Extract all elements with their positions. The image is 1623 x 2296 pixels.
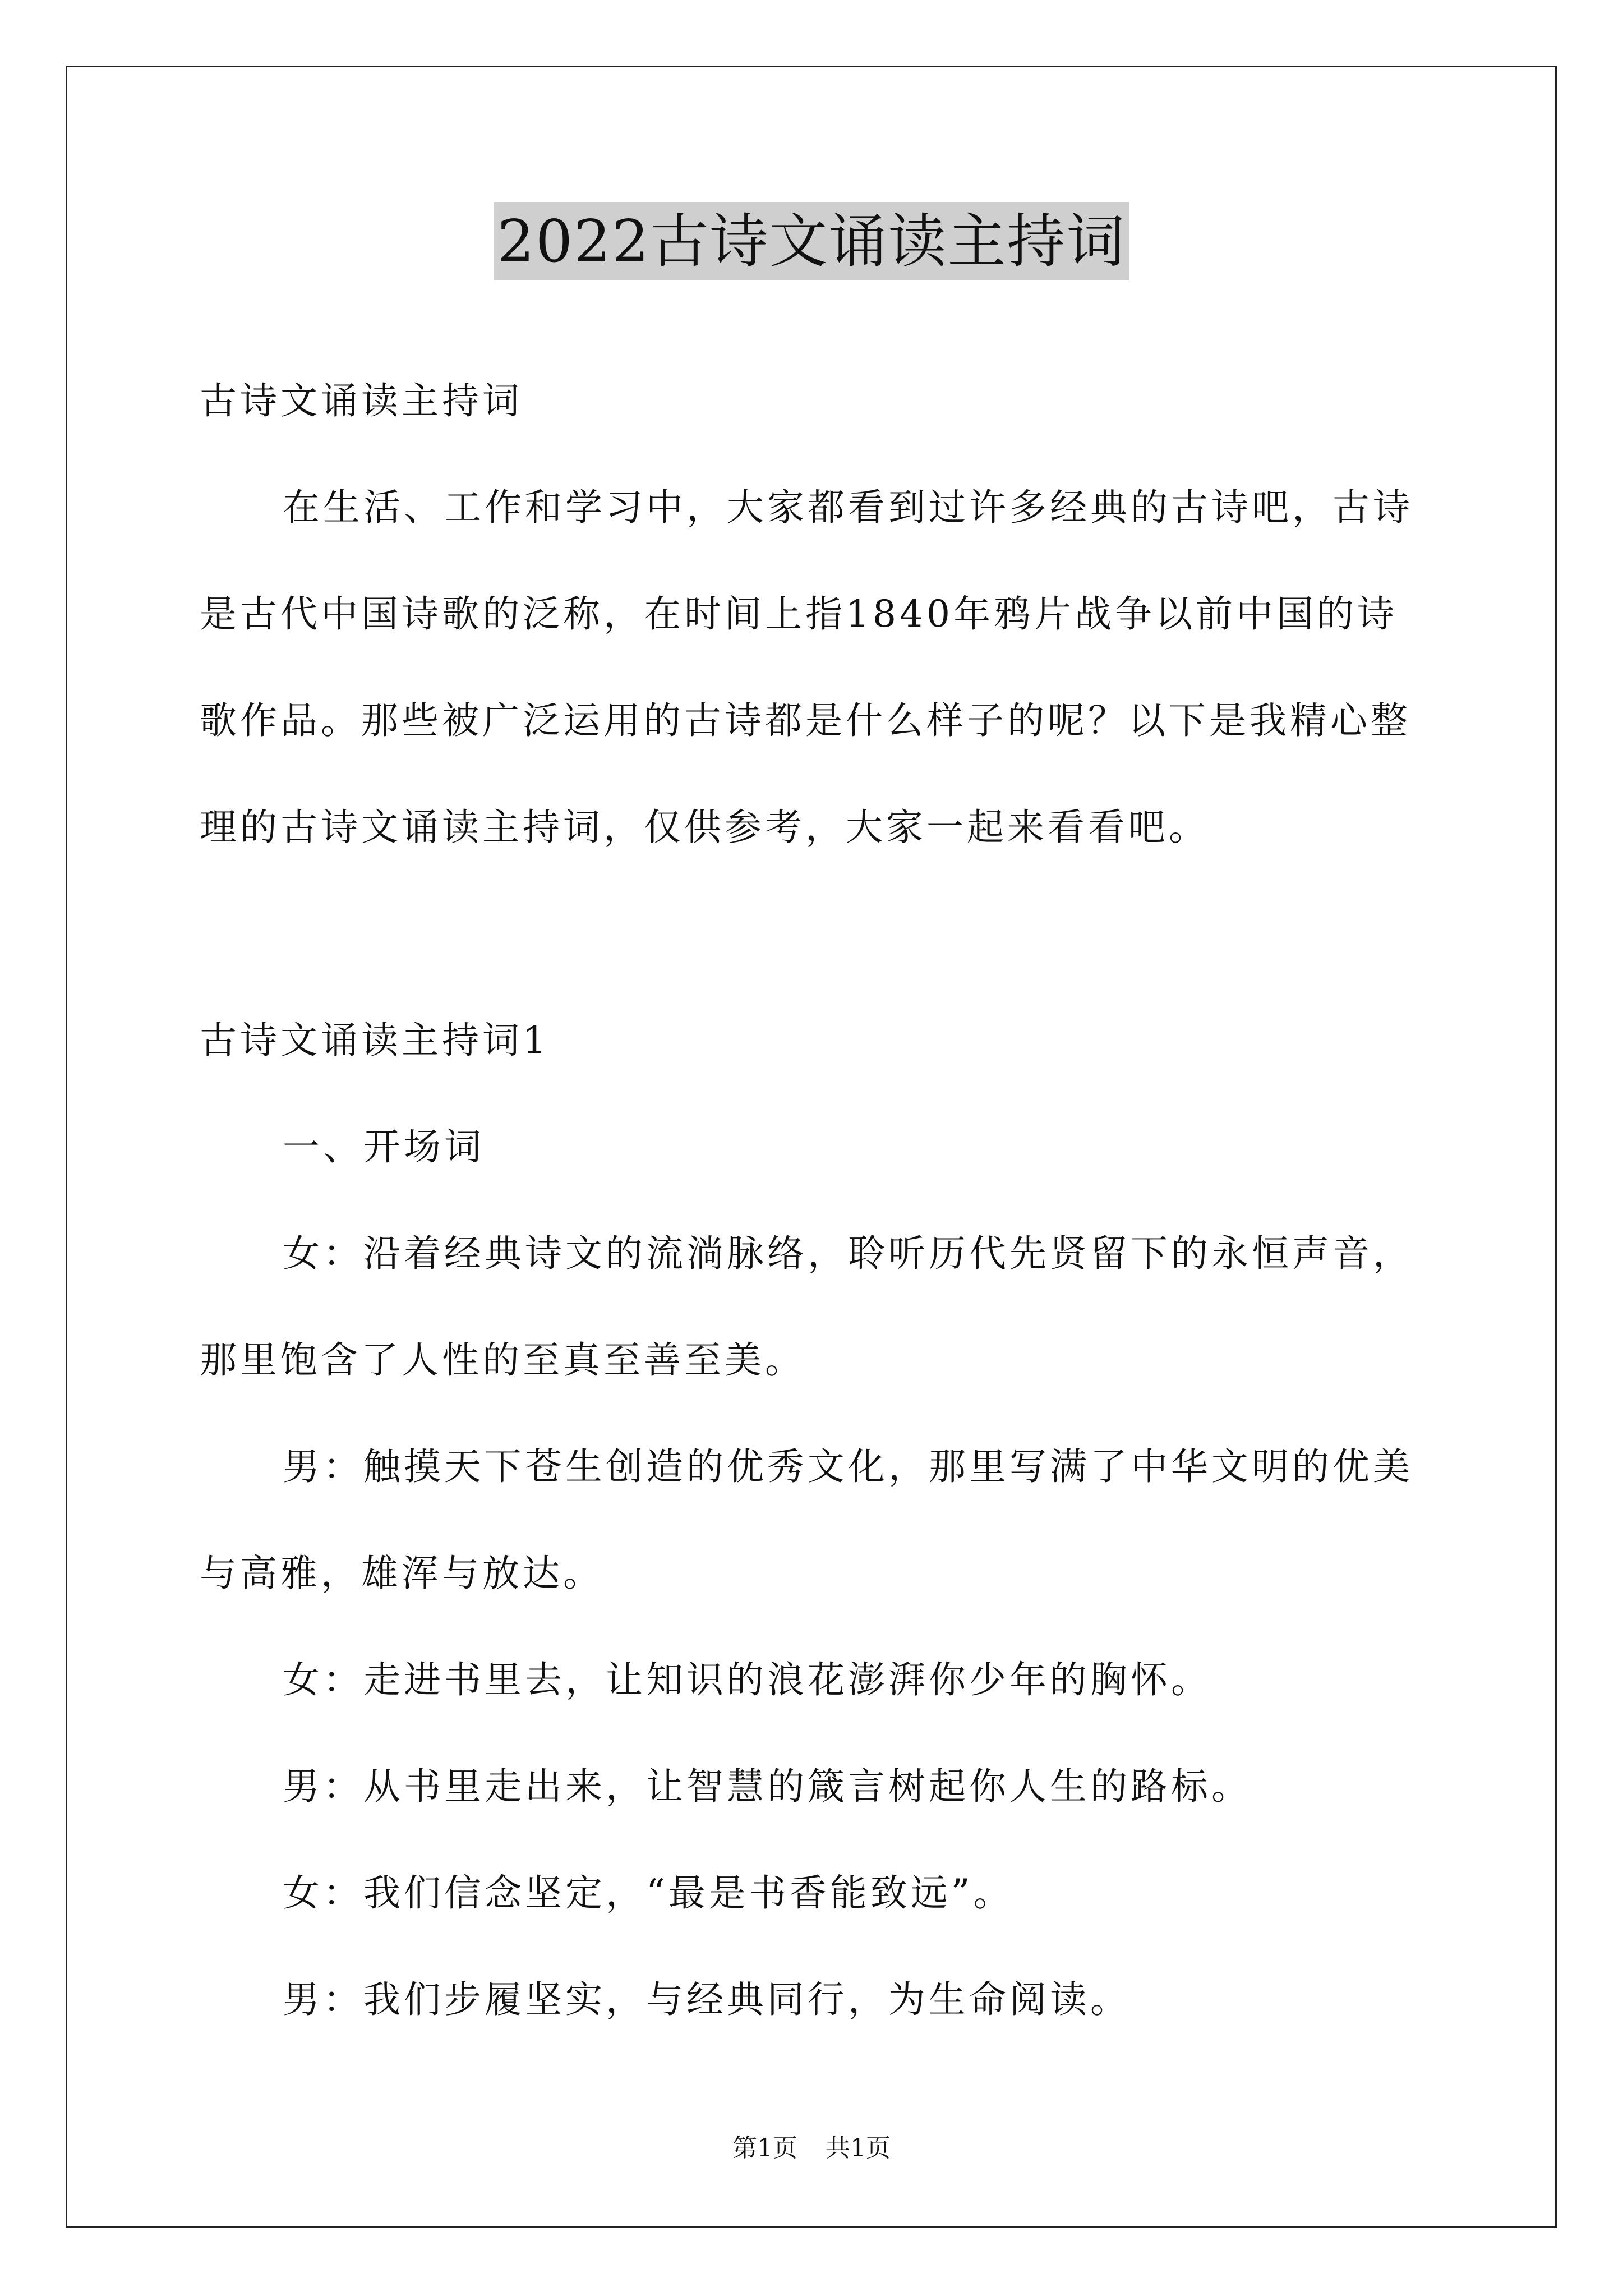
document-title: 2022古诗文诵读主持词 bbox=[494, 202, 1129, 280]
dialogue-line: 男：触摸天下苍生创造的优秀文化，那里写满了中华文明的优美与高雅，雄浑与放达。 bbox=[200, 1445, 1413, 1595]
part-heading: 一、开场词 bbox=[283, 1125, 485, 1168]
dialogue-line: 男：我们步履坚实，与经典同行，为生命阅读。 bbox=[283, 1978, 1131, 2021]
dialogue-line: 女：沿着经典诗文的流淌脉络，聆听历代先贤留下的永恒声音，那里饱含了人性的至真至善至美。 bbox=[200, 1232, 1413, 1382]
dialogue-line: 男：从书里走出来，让智慧的箴言树起你人生的路标。 bbox=[283, 1765, 1252, 1808]
page-total: 共1页 bbox=[826, 2134, 891, 2162]
dialogue-line: 女：走进书里去，让知识的浪花澎湃你少年的胸怀。 bbox=[283, 1658, 1211, 1701]
document-body bbox=[200, 348, 1433, 2053]
document-subtitle: 古诗文诵读主持词 bbox=[200, 379, 523, 422]
section-heading: 古诗文诵读主持词1 bbox=[200, 1019, 550, 1062]
page-number: 第1页 bbox=[732, 2134, 797, 2162]
dialogue-line: 女：我们信念坚定，“最是书香能致远”。 bbox=[283, 1871, 1014, 1915]
intro-paragraph: 在生活、工作和学习中，大家都看到过许多经典的古诗吧，古诗是古代中国诗歌的泛称，在时间上指1840年鸦片战争以前中国的诗歌作品。那些被广泛运用的古诗都是什么样子的呢？以下是我精心整理的古诗文诵读主持词，仅供参考，大家一起来看看吧。 bbox=[200, 486, 1413, 849]
page-footer bbox=[0, 2132, 1623, 2165]
title-container bbox=[0, 202, 1623, 280]
